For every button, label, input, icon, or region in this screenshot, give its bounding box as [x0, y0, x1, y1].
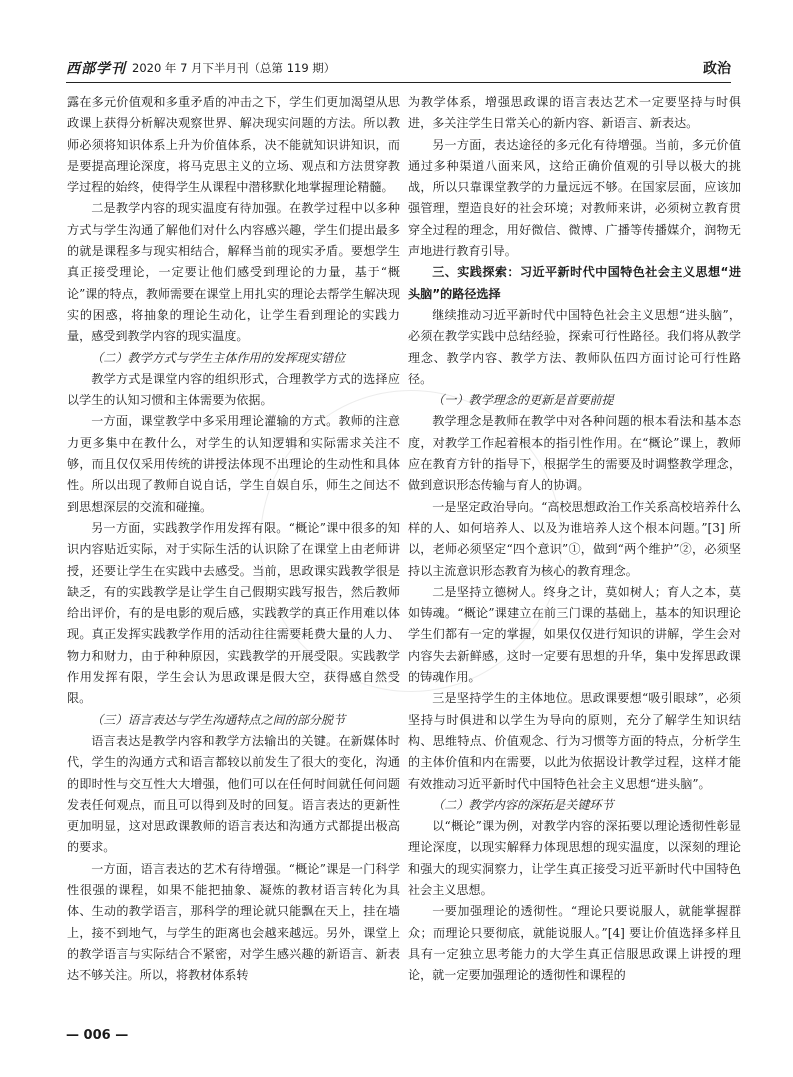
- paragraph: 三是坚持学生的主体地位。思政课要想“吸引眼球”，必须坚持与时俱进和以学生为导向的原则，充分了解学生知识结构、思维特点、价值观念、行为习惯等方面的特点，分析学生的主体价值和内在需要，以此为依据设计教学过程，这样才能有效推动习近平新时代中国特色社会主义思想“进头脑”。: [408, 691, 741, 791]
- paragraph: 另一方面，实践教学作用发挥有限。“概论”课中很多的知识内容贴近实际，对于实际生活的认识除了在课堂上由老师讲授，还要让学生在实践中去感受。当前，思政课实践教学很是缺乏，有的实践教学是让学生自己假期实践写报告，然后教师给出评价，有的是电影的观后感，实践教学的真正作用难以体现。真正发挥实践教学作用的活动往往需要耗费大量的人力、物力和财力，由于种种原因，实践教学的开展受限。实践教学作用发挥有限，学生会认为思政课是假大空，获得感自然受限。: [67, 520, 400, 706]
- paragraph: 一要加强理论的透彻性。“理论只要说服人，就能掌握群众；而理论只要彻底，就能说服人。”[4] 要让价值选择多样且具有一定独立思考能力的大学生真正信服思政课上讲授的理论，就一定要加强理论的透彻性和课程的: [408, 904, 741, 983]
- section-heading: （三）语言表达与学生沟通特点之间的部分脱节: [91, 712, 346, 727]
- paragraph: 二是教学内容的现实温度有待加强。在教学过程中以多种方式与学生沟通了解他们对什么内容感兴趣，学生们提出最多的就是课程多与现实相结合，解释当前的现实矛盾。要想学生真正接受理论，一定要让他们感受到理论的力量，基于“概论”课的特点，教师需要在课堂上用扎实的理论去帮学生解决现实的困惑，将抽象的理论生动化，让学生看到理论的实践力量，感受到教学内容的现实温度。: [67, 201, 400, 344]
- paragraph: 继续推动习近平新时代中国特色社会主义思想“进头脑”，必须在教学实践中总结经验，探索可行性路径。我们将从教学理念、教学内容、教学方法、教师队伍四方面讨论可行性路径。: [408, 307, 741, 386]
- section-heading: 三、实践探索：习近平新时代中国特色社会主义思想“进头脑”的路径选择: [408, 265, 741, 301]
- section-heading: （一）教学理念的更新是首要前提: [432, 393, 614, 408]
- journal-logo: 西部学刊: [66, 61, 126, 77]
- issue-line: 2020 年 7 月下半月刊（总第 119 期）: [132, 61, 336, 75]
- paragraph: 教学理念是教师在教学中对各种问题的根本看法和基本态度，对教学工作起着根本的指引性作用。在“概论”课上，教师应在教育方针的指导下，根据学生的需要及时调整教学理念，做到意识形态传输与育人的协调。: [408, 414, 741, 493]
- paragraph: 另一方面，表达途径的多元化有待增强。当前，多元价值通过多种渠道八面来风，这给正确价值观的引导以极大的挑战，所以只靠课堂教学的力量远远不够。在国家层面，应该加强管理，塑造良好的社会环境；对教师来讲，必须树立教育贯穿全过程的理念，用好微信、微博、广播等传播媒介，润物无声地进行教育引导。: [408, 137, 741, 259]
- paragraph: 语言表达是教学内容和教学方法输出的关键。在新媒体时代，学生的沟通方式和语言都较以前发生了很大的变化，沟通的即时性与交互性大大增强，他们可以在任何时间就任何问题发表任何观点，而且可以得到及时的回复。语言表达的更新性更加明显，这对思政课教师的语言表达和沟通方式都提出极高的要求。: [67, 733, 400, 855]
- page-number: — 006 —: [66, 1028, 129, 1043]
- section-tag: 政治: [703, 61, 731, 77]
- section-heading: （二）教学内容的深拓是关键环节: [432, 797, 614, 812]
- paragraph: 二是坚持立德树人。终身之计，莫如树人；育人之本，莫如铸魂。“概论”课建立在前三门课的基础上，基本的知识理论学生们都有一定的掌握，如果仅仅进行知识的讲解，学生会对内容失去新鲜感，这时一定要有思想的升华，集中发挥思政课的铸魂作用。: [408, 584, 741, 685]
- page-header: [66, 58, 731, 83]
- paragraph: 以“概论”课为例，对教学内容的深拓要以理论透彻性彰显理论深度，以现实解释力体现思想的现实温度，以深刻的理论和强大的现实洞察力，让学生真正接受习近平新时代中国特色社会主义思想。: [408, 819, 741, 897]
- paragraph: 一是坚定政治导向。“高校思想政治工作关系高校培养什么样的人、如何培养人、以及为谁培养人这个根本问题。”[3] 所以，老师必须坚定“四个意识”①，做到“两个维护”②，必须坚持以主流意识形态教育为核心的教育理念。: [408, 499, 741, 578]
- left-column: [67, 92, 400, 986]
- paragraph: 一方面，语言表达的艺术有待增强。“概论”课是一门科学性很强的课程，如果不能把抽象、凝炼的教材语言转化为具体、生动的教学语言，那科学的理论就只能飘在天上，挂在墙上，接不到地气，与学生的距离也会越来越远。另外，课堂上的教学语言与实际结合不紧密，对学生感兴趣的新语言、新表达不够关注。所以，将教材体系转: [67, 861, 400, 983]
- section-heading: （二）教学方式与学生主体作用的发挥现实错位: [91, 350, 346, 365]
- paragraph: 为教学体系，增强思政课的语言表达艺术一定要坚持与时俱进，多关注学生日常关心的新内容、新语言、新表达。: [408, 95, 741, 131]
- paragraph: 露在多元价值观和多重矛盾的冲击之下，学生们更加渴望从思政课上获得分析解决观察世界、解决现实问题的方法。所以教师必须将知识体系上升为价值体系，决不能就知识讲知识，而是要提高理论深度，将马克思主义的立场、观点和方法贯穿教学过程的始终，使得学生从课程中潜移默化地掌握理论精髓。: [67, 95, 400, 195]
- paragraph: 一方面，课堂教学中多采用理论灌输的方式。教师的注意力更多集中在教什么，对学生的认知逻辑和实际需求关注不够，而且仅仅采用传统的讲授法体现不出理论的生动性和具体性。所以出现了教师自说自话，学生自娱自乐，师生之间达不到思想深层的交流和碰撞。: [67, 414, 400, 514]
- paragraph: 教学方式是课堂内容的组织形式，合理教学方式的选择应以学生的认知习惯和主体需要为依据。: [67, 371, 400, 408]
- right-column: [408, 92, 741, 986]
